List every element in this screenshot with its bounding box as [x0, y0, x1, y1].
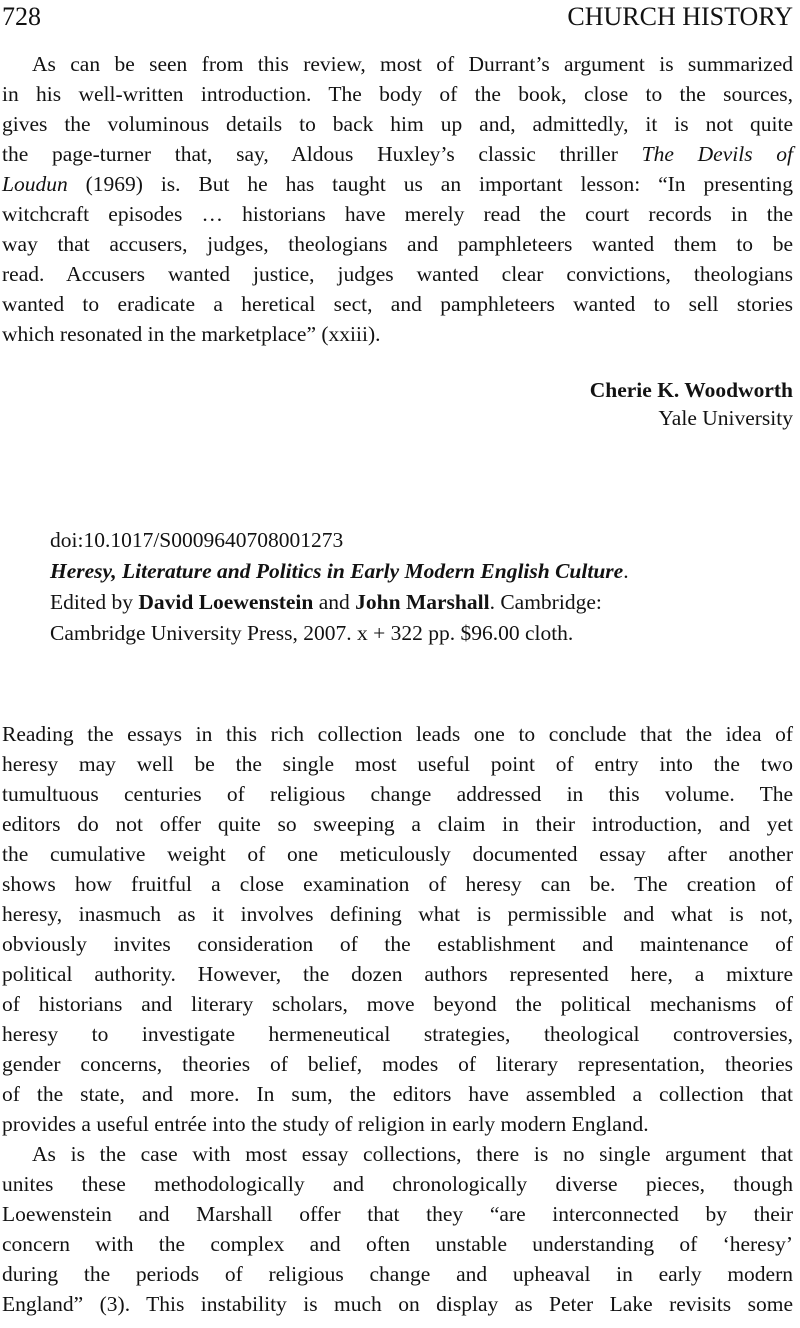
book-citation: Heresy, Literature and Politics in Early Modern English Culture. Edited by David Loewenstein and John Marshall. Cambridge: Cambridge University Press, 2007. x + 322 pp. $96.00 cloth. — [50, 559, 629, 645]
journal-title: CHURCH HISTORY — [567, 2, 793, 31]
review-closing-paragraph: As can be seen from this review, most of Durrant’s argument is summarized in his well-written introduction. The body of the book, close to the sources, gives the voluminous details to back him up and, admittedly, it is not quite the page-turner that, say, Aldous Huxley’s classic thriller The Devils of Loudun (1969) is. But he has taught us an important lesson: “In presenting witchcraft episodes … historians have merely read the court records in the way that accusers, judges, theologians and pamphleteers wanted them to be read. Accusers wanted justice, judges wanted clear convictions, theologians wanted to eradicate a heretical sect, and pamphleteers wanted to sell stories which resonated in the marketplace” (xxiii). — [2, 52, 793, 346]
page-body — [2, 49, 793, 1319]
book-citation-block — [2, 525, 793, 649]
reviewer-name: Cherie K. Woodworth — [589, 378, 793, 402]
running-header — [2, 2, 793, 32]
review-body-paragraph-1: Reading the essays in this rich collection leads one to conclude that the idea of heresy may well be the single most useful point of entry into the two tumultuous centuries of religious change addressed in this volume. The editors do not offer quite so sweeping a claim in their introduction, and yet the cumulative weight of one meticulously documented essay after another shows how fruitful a close examination of heresy can be. The creation of heresy, inasmuch as it involves defining what is permissible and what is not, obviously invites consideration of the establishment and maintenance of political authority. However, the dozen authors represented here, a mixture of historians and literary scholars, move beyond the political mechanisms of heresy to investigate hermeneutical strategies, theological controversies, gender concerns, theories of belief, modes of literary representation, theories of the state, and more. In sum, the editors have assembled a collection that provides a useful entrée into the study of religion in early modern England. — [2, 722, 793, 1136]
doi-line: doi:10.1017/S0009640708001273 — [50, 528, 344, 552]
page-number: 728 — [2, 2, 41, 31]
reviewer-affiliation: Yale University — [658, 406, 793, 430]
review-body-paragraph-2: As is the case with most essay collections, there is no single argument that unites these methodologically and chronologically diverse pieces, though Loewenstein and Marshall offer that they “are interconnected by their concern with the complex and often unstable understanding of ‘heresy’ during the periods of religious change and upheaval in early modern England” (3). This instability is much on display as Peter Lake revisits some — [2, 1142, 793, 1316]
reviewer-signature — [2, 376, 793, 432]
